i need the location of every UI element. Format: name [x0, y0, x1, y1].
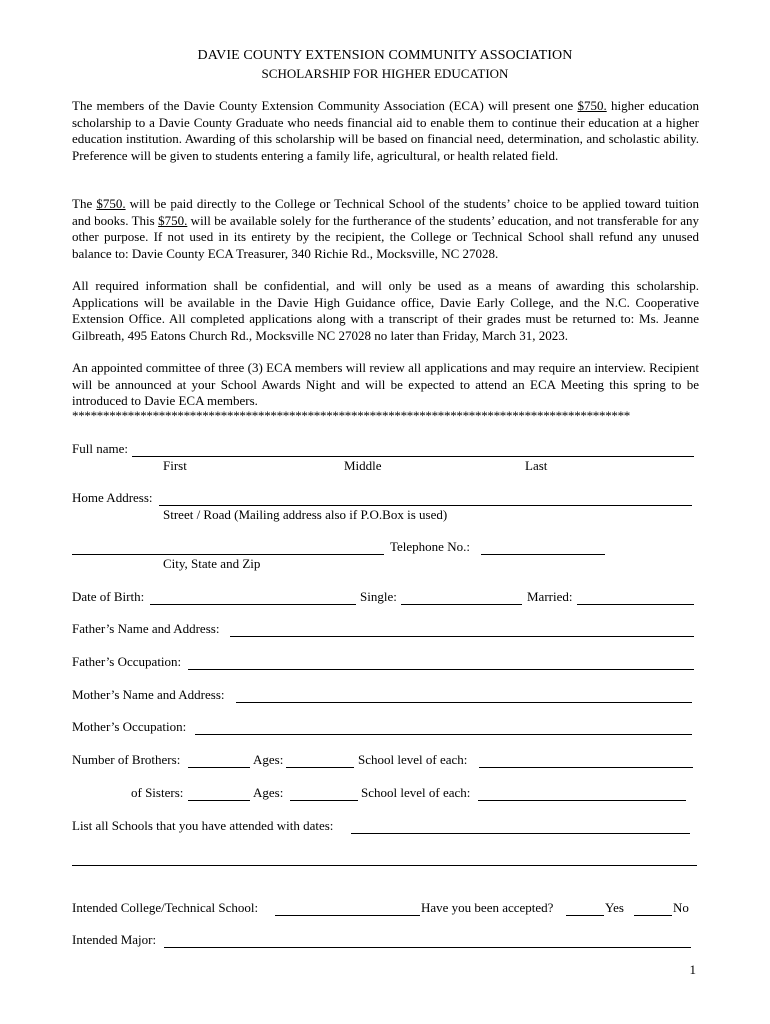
sisters-ages-field[interactable]: [290, 800, 358, 801]
sisters-school-level-label: School level of each:: [361, 785, 471, 800]
telephone-field[interactable]: [481, 554, 605, 555]
married-field[interactable]: [577, 604, 694, 605]
father-name-label: Father’s Name and Address:: [72, 621, 220, 636]
mother-occupation-label: Mother’s Occupation:: [72, 719, 187, 734]
intended-major-field[interactable]: [164, 947, 691, 948]
sisters-count-field[interactable]: [188, 800, 250, 801]
committee-paragraph: An appointed committee of three (3) ECA members will review all applications and may require an interview. Recipient will be announced at your School Awards Night and will be expected to attend an ECA Meeting this spring to be introduced to Davie ECA members.: [72, 360, 699, 409]
mother-name-field[interactable]: [236, 702, 692, 703]
payment-paragraph: [72, 196, 699, 262]
single-field[interactable]: [401, 604, 522, 605]
dob-label: Date of Birth:: [72, 589, 145, 604]
sisters-school-level-field[interactable]: [478, 800, 686, 801]
payment-text-c: will be available solely for the furtherance of the students’ education, and not transferable for any other purpose. If not used in its entirety by the recipient, the College or Technical School shall refund any unused balance to: Davie County ECA Treasurer, 340 Richie Rd., Mocksville, NC 27028.: [72, 212, 699, 261]
payment-text-a: The: [72, 196, 97, 211]
accepted-no-field[interactable]: [634, 915, 672, 916]
intended-major-label: Intended Major:: [72, 932, 157, 947]
document-subtitle: SCHOLARSHIP FOR HIGHER EDUCATION: [261, 66, 509, 81]
street-hint: Street / Road (Mailing address also if P.O.Box is used): [163, 507, 448, 522]
accepted-no-label: No: [673, 900, 689, 915]
accepted-label: Have you been accepted?: [421, 900, 554, 915]
accepted-yes-field[interactable]: [566, 915, 604, 916]
schools-attended-field-2[interactable]: [72, 865, 697, 866]
intended-college-label: Intended College/Technical School:: [72, 900, 259, 915]
middle-name-hint: Middle: [344, 458, 382, 473]
sisters-label: of Sisters:: [131, 785, 184, 800]
father-occupation-label: Father’s Occupation:: [72, 654, 182, 669]
scholarship-amount: $750.: [577, 98, 607, 113]
brothers-ages-field[interactable]: [286, 767, 354, 768]
schools-attended-label: List all Schools that you have attended with dates:: [72, 818, 334, 833]
intro-text-b: higher education scholarship to a Davie County Graduate who needs financial aid to enable them to continue their education at a higher education institution. Awarding of this scholarship will be based on financial need, determination, and scholastic ability. Preference will be given to students entering a family life, agricultural, or health related field.: [72, 98, 699, 163]
full-name-field[interactable]: [132, 456, 694, 457]
document-title: DAVIE COUNTY EXTENSION COMMUNITY ASSOCIATION: [197, 48, 573, 63]
married-label: Married:: [527, 589, 573, 604]
separator-line: ******************************************************************************************: [72, 408, 631, 423]
intro-text-a: The members of the Davie County Extension Community Association (ECA) will present one: [72, 98, 578, 113]
mother-occupation-field[interactable]: [195, 734, 692, 735]
brothers-school-level-field[interactable]: [479, 767, 693, 768]
first-name-hint: First: [163, 458, 187, 473]
payment-amount-2: $750.: [158, 212, 188, 228]
accepted-yes-label: Yes: [605, 900, 624, 915]
brothers-school-level-label: School level of each:: [358, 752, 468, 767]
sisters-ages-label: Ages:: [253, 785, 284, 800]
city-state-zip-field[interactable]: [72, 554, 384, 555]
payment-amount-1: $750.: [96, 196, 126, 211]
single-label: Single:: [360, 589, 397, 604]
city-state-zip-hint: City, State and Zip: [163, 556, 261, 571]
confidentiality-paragraph: All required information shall be confidential, and will only be used as a means of awarding this scholarship. Applications will be available in the Davie High Guidance office, Davie Early College, and the N.C. Cooperative Extension Office. All completed applications along with a transcript of their grades must be returned to: Ms. Jeanne Gilbreath, 495 Eatons Church Rd., Mocksville NC 27028 no later than Friday, March 31, 2023.: [72, 278, 699, 343]
last-name-hint: Last: [525, 458, 548, 473]
father-occupation-field[interactable]: [188, 669, 694, 670]
home-address-label: Home Address:: [72, 490, 153, 505]
brothers-count-field[interactable]: [188, 767, 250, 768]
page-number: 1: [689, 962, 696, 977]
payment-text-b: will be paid directly to the College or Technical School of the students’ choice to be applied toward tuition and books. This: [72, 196, 699, 228]
schools-attended-field[interactable]: [351, 833, 690, 834]
intro-paragraph: [72, 98, 699, 164]
brothers-label: Number of Brothers:: [72, 752, 181, 767]
home-address-field[interactable]: [159, 505, 692, 506]
full-name-label: Full name:: [72, 441, 128, 456]
brothers-ages-label: Ages:: [253, 752, 284, 767]
telephone-label: Telephone No.:: [390, 539, 470, 554]
mother-name-label: Mother’s Name and Address:: [72, 687, 225, 702]
intended-college-field[interactable]: [275, 915, 420, 916]
father-name-field[interactable]: [230, 636, 694, 637]
dob-field[interactable]: [150, 604, 356, 605]
